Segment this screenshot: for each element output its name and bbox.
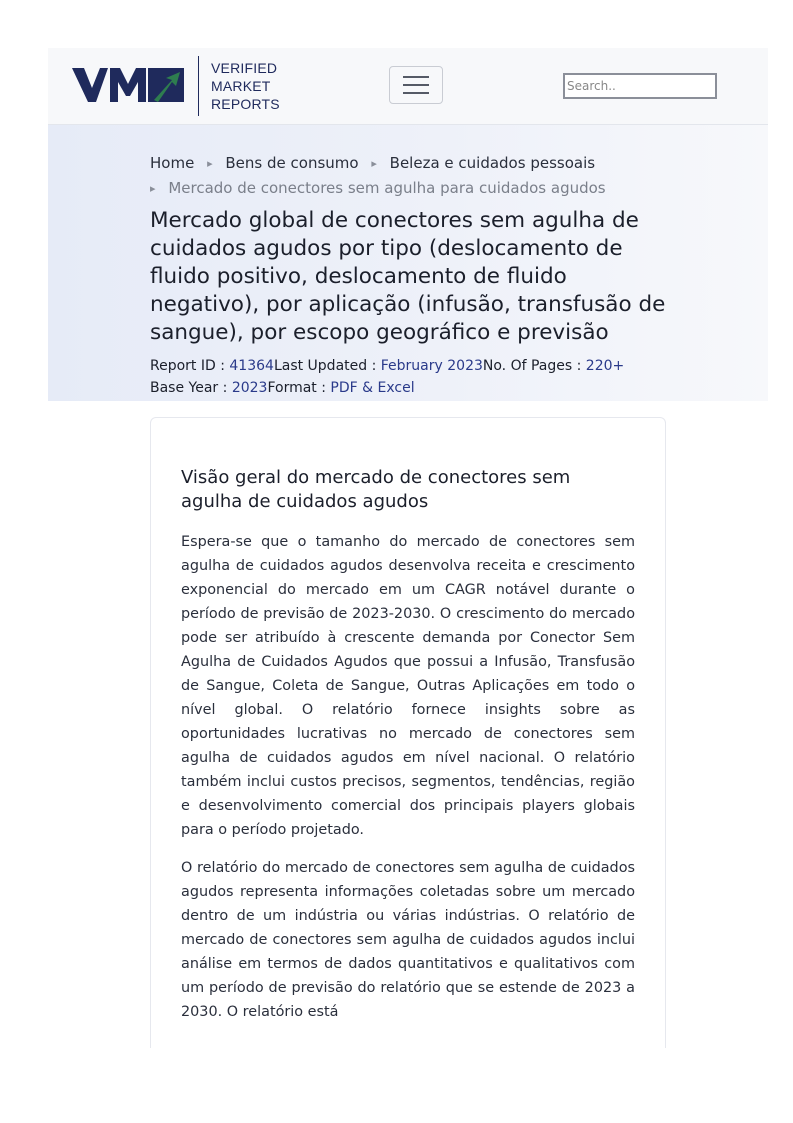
meta-row: [150, 355, 690, 377]
base-year-value: 2023: [231, 380, 268, 396]
paragraph: O relatório do mercado de conectores sem agulha de cuidados agudos representa informações coletadas sobre um mercado dentro de um indústria ou várias indústrias. O relatório de mercado de conectores sem agulha de cuidados agudos inclui análise em termos de dados quantitativos e qualitativos com um período de previsão do relatório que se estende de 2023 a 2030. O relatório está: [181, 860, 635, 1020]
content-card: [150, 417, 666, 1048]
page-title: Mercado global de conectores sem agulha de cuidados agudos por tipo (deslocamento de fluido positivo, deslocamento de fluido negativo), por aplicação (infusão, transfusão de sangue), por escopo geográfico e previsão: [150, 208, 666, 345]
logo-line: MARKET: [211, 78, 271, 94]
menu-toggle-button[interactable]: [389, 66, 443, 104]
report-id-value: 41364: [229, 358, 274, 374]
report-id-label: Report ID :: [150, 358, 230, 374]
breadcrumb: [150, 151, 670, 201]
base-year-label: Base Year :: [150, 380, 232, 396]
page-frame: [48, 48, 768, 1048]
section-title: Visão geral do mercado de conectores sem agulha de cuidados agudos: [181, 467, 571, 512]
breadcrumb-home[interactable]: Home: [150, 154, 195, 172]
chevron-right-icon: ▸: [371, 157, 377, 170]
report-hero: [48, 125, 768, 401]
pages-value: 220+: [585, 358, 625, 374]
vmr-logo-icon: [72, 66, 184, 106]
hamburger-icon-bar: [403, 92, 429, 94]
pages-label: No. Of Pages :: [482, 358, 586, 374]
logo-line: VERIFIED: [211, 60, 278, 76]
breadcrumb-subcategory[interactable]: Beleza e cuidados pessoais: [389, 154, 596, 172]
breadcrumb-row: [150, 176, 670, 201]
report-meta: [150, 355, 690, 399]
meta-row: [150, 377, 690, 399]
logo-line: REPORTS: [211, 96, 280, 112]
breadcrumb-category[interactable]: Bens de consumo: [225, 154, 359, 172]
search-input[interactable]: [563, 73, 717, 99]
hamburger-icon-bar: [403, 76, 429, 78]
paragraph: Espera-se que o tamanho do mercado de conectores sem agulha de cuidados agudos desenvolva receita e crescimento exponencial do mercado em um CAGR notável durante o período de previsão de 2023-2030. O crescimento do mercado pode ser atribuído à crescente demanda por Conector Sem Agulha de Cuidados Agudos que possui a Infusão, Transfusão de Sangue, Coleta de Sangue, Outras Aplicações em todo o nível global. O relatório fornece insights sobre as oportunidades lucrativas no mercado de conectores sem agulha de cuidados agudos em nível nacional. O relatório também inclui custos precisos, segmentos, tendências, região e desenvolvimento comercial dos principais players globais para o período projetado.: [181, 534, 635, 838]
format-label: Format :: [267, 380, 331, 396]
content-body: [181, 466, 635, 1038]
logo-wordmark: [211, 59, 280, 113]
chevron-right-icon: ▸: [207, 157, 213, 170]
site-header: [48, 48, 768, 125]
last-updated-label: Last Updated :: [273, 358, 381, 374]
breadcrumb-current: Mercado de conectores sem agulha para cuidados agudos: [168, 179, 606, 197]
hamburger-icon-bar: [403, 84, 429, 86]
brand-logo[interactable]: [72, 56, 280, 116]
chevron-right-icon: ▸: [150, 182, 156, 195]
breadcrumb-row: [150, 151, 670, 176]
logo-divider: [198, 56, 199, 116]
last-updated-value: February 2023: [380, 358, 483, 374]
format-value: PDF & Excel: [330, 380, 415, 396]
